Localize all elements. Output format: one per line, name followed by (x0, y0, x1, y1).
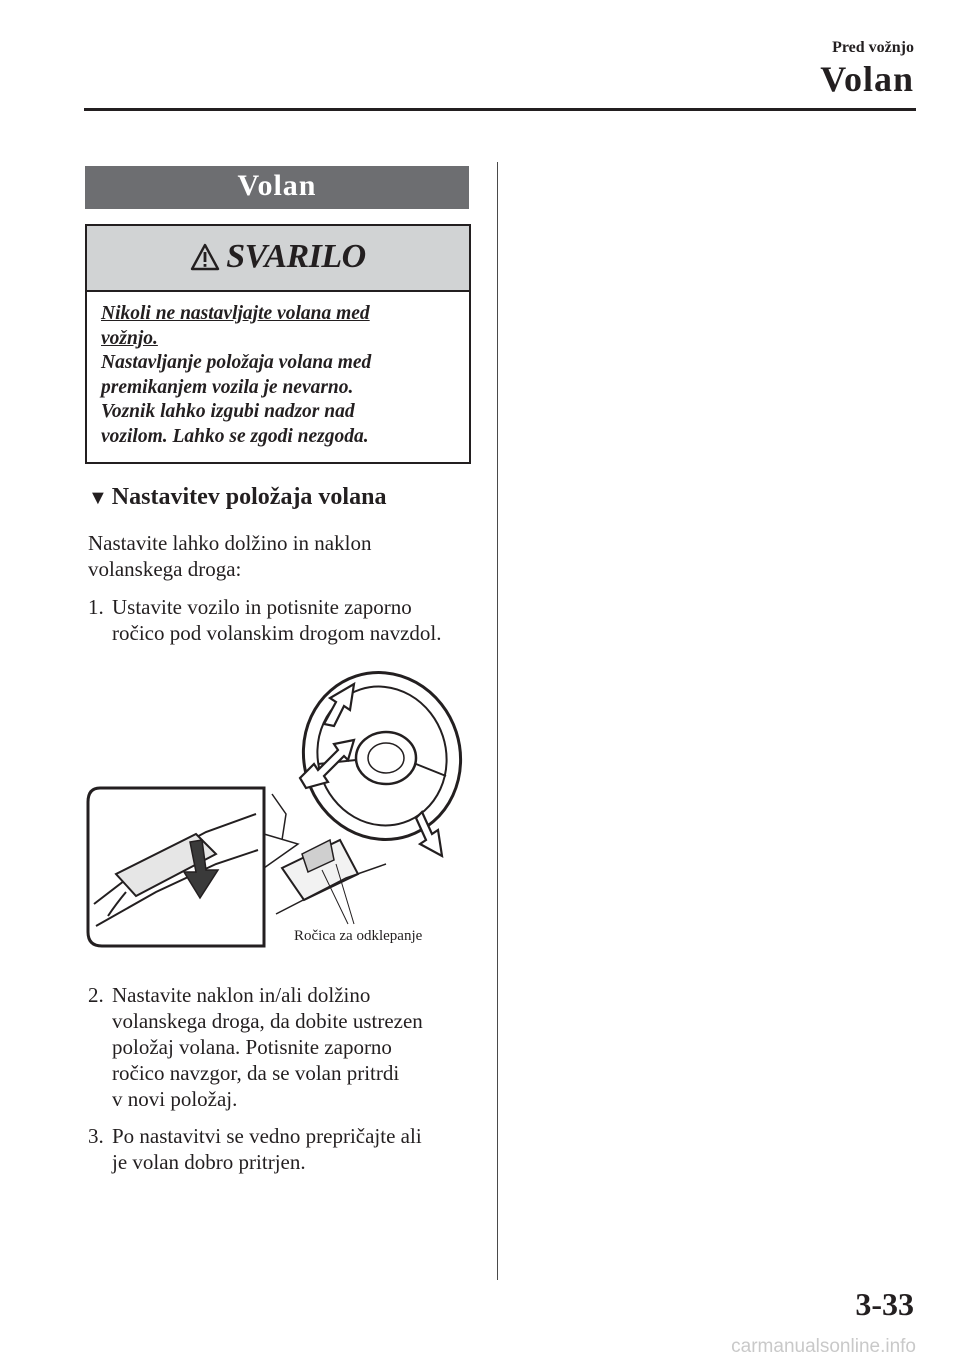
step-line: Po nastavitvi se vedno prepričajte ali (112, 1124, 422, 1148)
intro-line: volanskega droga: (88, 557, 242, 581)
page-number: 3-33 (855, 1286, 914, 1322)
warning-box (85, 224, 471, 464)
watermark: carmanualsonline.info (731, 1336, 916, 1357)
step-line: Ustavite vozilo in potisnite zaporno (112, 595, 412, 619)
step-line: volanskega droga, da dobite ustrezen (112, 1009, 423, 1033)
intro-paragraph (88, 530, 498, 582)
warning-header (87, 226, 469, 292)
section-title: Volan (85, 166, 469, 209)
step-number: 2. (88, 983, 104, 1007)
step-3 (88, 1123, 498, 1175)
step-number: 3. (88, 1124, 104, 1148)
step-line: položaj volana. Potisnite zaporno (112, 1035, 392, 1059)
triangle-marker-icon: ▼ (88, 487, 108, 509)
warning-title: SVARILO (226, 238, 366, 275)
warning-lead-line: Nikoli ne nastavljajte volana med (101, 303, 370, 324)
chapter-label: Pred vožnjo (832, 39, 914, 56)
step-line: Nastavite naklon in/ali dolžino (112, 983, 371, 1007)
step-line: ročico pod volanskim drogom navzdol. (112, 621, 442, 645)
warning-body-line: vozilom. Lahko se zgodi nezgoda. (101, 425, 369, 447)
step-line: je volan dobro pritrjen. (112, 1150, 306, 1174)
header-rule (84, 108, 916, 111)
warning-body (101, 302, 461, 449)
release-lever-label: Ročica za odklepanje (294, 928, 423, 944)
intro-line: Nastavite lahko dolžino in naklon (88, 531, 372, 555)
step-line: ročico navzgor, da se volan pritrdi (112, 1061, 400, 1085)
warning-lead-line: vožnjo. (101, 327, 158, 349)
warning-body-line: premikanjem vozila je nevarno. (101, 376, 354, 398)
step-number: 1. (88, 595, 104, 619)
warning-body-line: Nastavljanje položaja volana med (101, 352, 372, 373)
steering-adjustment-illustration (86, 664, 478, 956)
step-line: v novi položaj. (112, 1087, 238, 1111)
warning-body-line: Voznik lahko izgubi nadzor nad (101, 401, 355, 422)
warning-title-row (87, 238, 469, 276)
step-1 (88, 594, 498, 646)
column-divider (497, 162, 498, 1280)
running-header-title: Volan (820, 59, 914, 99)
subsection-title: Nastavitev položaja volana (111, 484, 387, 510)
steering-wheel-figure (86, 664, 478, 956)
subsection-heading (88, 484, 386, 511)
step-2 (88, 982, 498, 1112)
warning-triangle-icon (190, 243, 220, 271)
